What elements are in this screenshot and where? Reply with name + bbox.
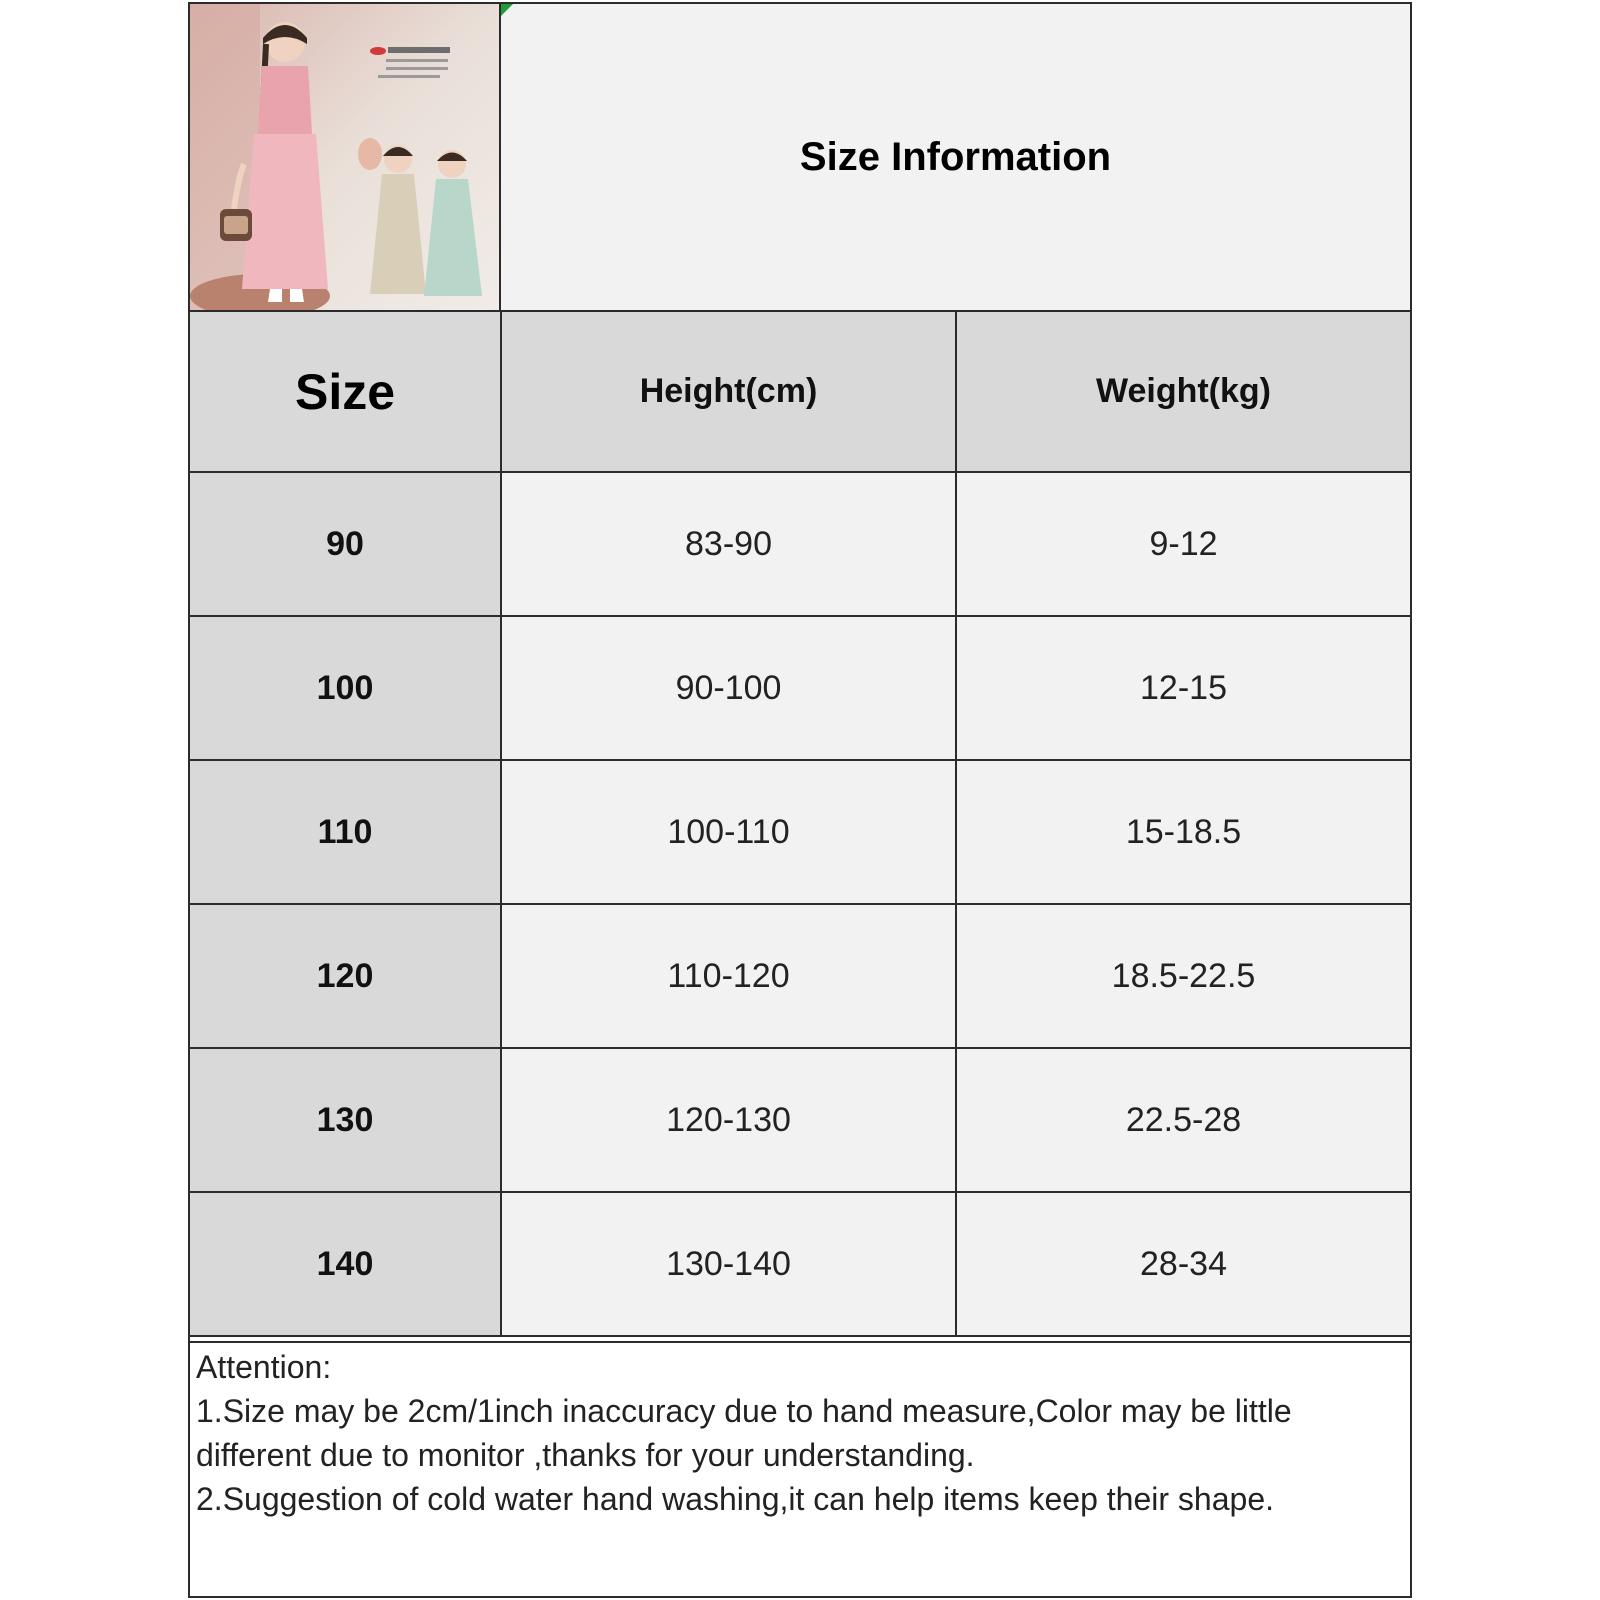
size-table	[190, 312, 1410, 1337]
product-photo-illustration	[190, 4, 501, 310]
chart-header-row	[190, 4, 1410, 312]
notes-heading: Attention:	[196, 1349, 332, 1385]
size-value: 90	[190, 472, 501, 616]
notes-line-2: 2.Suggestion of cold water hand washing,it can help items keep their shape.	[196, 1481, 1274, 1517]
table-row	[190, 616, 1410, 760]
attention-notes	[190, 1341, 1410, 1596]
weight-value: 22.5-28	[956, 1048, 1410, 1192]
height-value: 83-90	[501, 472, 956, 616]
weight-value: 18.5-22.5	[956, 904, 1410, 1048]
table-row	[190, 1192, 1410, 1336]
table-row	[190, 1048, 1410, 1192]
column-header-weight: Weight(kg)	[956, 312, 1410, 472]
height-value: 90-100	[501, 616, 956, 760]
weight-value: 9-12	[956, 472, 1410, 616]
page-title: Size Information	[501, 4, 1410, 310]
height-value: 130-140	[501, 1192, 956, 1336]
size-value: 110	[190, 760, 501, 904]
size-value: 130	[190, 1048, 501, 1192]
column-header-height: Height(cm)	[501, 312, 956, 472]
weight-value: 12-15	[956, 616, 1410, 760]
size-value: 100	[190, 616, 501, 760]
cell-marker	[501, 4, 513, 16]
size-value: 140	[190, 1192, 501, 1336]
table-row	[190, 472, 1410, 616]
size-value: 120	[190, 904, 501, 1048]
column-header-size: Size	[190, 312, 501, 472]
table-row	[190, 904, 1410, 1048]
weight-value: 15-18.5	[956, 760, 1410, 904]
height-value: 120-130	[501, 1048, 956, 1192]
height-value: 100-110	[501, 760, 956, 904]
table-row	[190, 760, 1410, 904]
table-header-row	[190, 312, 1410, 472]
height-value: 110-120	[501, 904, 956, 1048]
size-chart	[188, 2, 1412, 1598]
product-photo	[190, 4, 501, 310]
weight-value: 28-34	[956, 1192, 1410, 1336]
notes-line-1: 1.Size may be 2cm/1inch inaccuracy due to hand measure,Color may be little different due to monitor ,thanks for your understanding.	[196, 1393, 1292, 1473]
